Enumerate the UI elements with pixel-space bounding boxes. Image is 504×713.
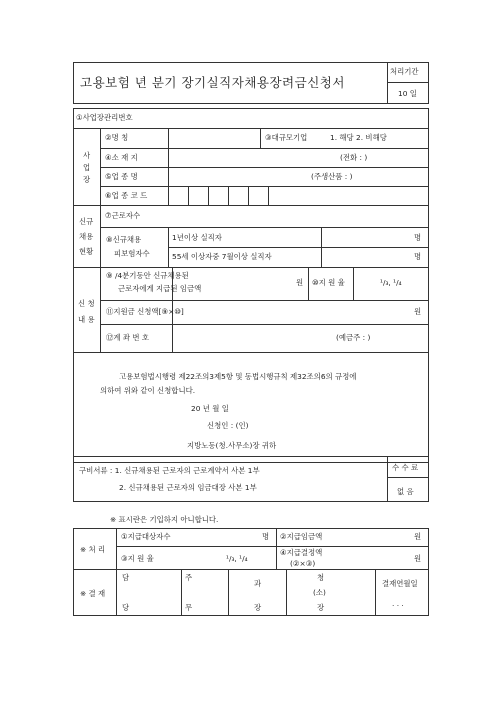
fee-value: 없 음 — [397, 487, 414, 496]
phone-field[interactable]: (전화 : ) — [340, 153, 368, 162]
amount-unit: 원 — [414, 307, 422, 316]
application-label-2: 내 용 — [78, 315, 95, 324]
industry-label: ⑤업 종 명 — [105, 172, 138, 181]
approval-col-1-top: 담 — [122, 573, 130, 582]
business-name-label: ②명 칭 — [105, 133, 129, 142]
new-hire-row-2-unit: 명 — [414, 252, 422, 261]
new-hire-row-1-unit: 명 — [414, 233, 422, 242]
approval-col-1-bottom: 당 — [122, 603, 130, 612]
attachments-label: 구비서류 : 1. 신규채용된 근로자의 근로계약서 사본 1부 — [79, 466, 260, 475]
approval-col-4-middle: (소) — [313, 588, 326, 597]
processing-period-label: 처리기간 — [390, 67, 419, 76]
new-hire-row-2-label: 55세 이상자중 7월이상 실직자 — [172, 252, 272, 261]
proc-wage-unit: 원 — [414, 532, 422, 541]
worker-count-label: ⑦근로자수 — [105, 211, 141, 220]
proc-rate-label: ③지 원 율 — [121, 554, 154, 563]
approval-col-3-bottom: 장 — [254, 603, 262, 612]
applicant-field[interactable]: 신청인 : (인) — [207, 421, 249, 430]
large-corp-label: ③대규모기업 — [265, 133, 308, 142]
decided-unit: 원 — [414, 554, 422, 563]
payees-label: ①지급대상자수 — [121, 532, 171, 541]
insured-label-2: 피보험자수 — [114, 249, 150, 258]
business-group-label-1: 사 — [83, 151, 91, 160]
approval-col-2-bottom: 무 — [185, 603, 193, 612]
business-group-label-2: 업 — [83, 163, 91, 172]
attachments-box — [73, 456, 429, 502]
processing-label: ※ 처 리 — [80, 545, 106, 554]
approval-col-4-bottom: 장 — [317, 603, 325, 612]
declaration-line-2: 의하여 위와 같이 신청합니다. — [100, 386, 196, 395]
addressee: 지방노동(청․사무소)장 귀하 — [187, 441, 277, 450]
declaration-date[interactable]: 20 년 월 일 — [191, 404, 229, 413]
approval-date-value[interactable]: · · · — [392, 601, 404, 610]
new-hires-label-1: 신규 — [79, 217, 94, 226]
proc-rate-value: ¹/₃, ¹/₄ — [226, 554, 248, 563]
declaration-line-1: 고용보험법시행령 제22조의3제5항 및 동법시행규칙 제32조의6의 규정에 — [119, 372, 357, 381]
main-product-field[interactable]: (주생산품 : ) — [311, 172, 353, 181]
new-hire-row-1-label: 1년이상 실직자 — [172, 233, 222, 242]
application-label-1: 신 청 — [78, 299, 95, 308]
fee-label: 수 수 료 — [392, 463, 419, 472]
approval-col-3-top: 과 — [254, 579, 262, 588]
proc-wage-label: ②지급임금액 — [280, 532, 323, 541]
approval-col-2-top: 주 — [185, 573, 193, 582]
rate-value: ¹/₃, ¹/₄ — [380, 278, 402, 287]
approval-col-4-top: 청 — [317, 573, 325, 582]
processing-period-days: 10 일 — [398, 89, 417, 98]
account-holder-field[interactable]: (예금주 : ) — [336, 333, 371, 342]
form-title: 고용보험 년 분기 장기실직자채용장려금신청서 — [80, 75, 345, 90]
wage-label-2: 근로자에게 지급된 임금액 — [118, 284, 202, 293]
business-reg-no-label: ①사업장관리번호 — [76, 113, 133, 122]
insured-label-1: ⑧신규채용 — [106, 235, 142, 244]
rate-label: ⑩지 원 율 — [312, 278, 345, 287]
new-hires-label-3: 현황 — [79, 247, 94, 256]
industry-code-label: ⑥업 종 코 드 — [105, 191, 148, 200]
payees-unit: 명 — [262, 532, 270, 541]
amount-label: ⑪지원금 신청액[⑨×⑩] — [106, 307, 184, 316]
account-label: ⑫계 좌 번 호 — [106, 333, 149, 342]
approval-date-label: 결재연월일 — [382, 579, 418, 588]
office-note: ※ 표시란은 기입하지 아니합니다. — [110, 515, 219, 524]
approval-label: ※ 결 재 — [80, 589, 106, 598]
attachments-item-2: 2. 신규채용된 근로자의 임금대장 사본 1부 — [119, 483, 257, 492]
decided-formula: (②×③) — [290, 559, 316, 568]
new-hires-label-2: 채용 — [79, 232, 94, 241]
business-group-label-3: 장 — [83, 175, 91, 184]
address-label: ④소 재 지 — [105, 153, 138, 162]
large-corp-options[interactable]: 1. 해당 2. 비해당 — [330, 133, 387, 142]
wage-label-1: ⑨ /4분기동안 신규채용된 — [106, 271, 189, 280]
wage-unit: 원 — [296, 278, 304, 287]
decided-label: ④지급결정액 — [280, 548, 323, 557]
